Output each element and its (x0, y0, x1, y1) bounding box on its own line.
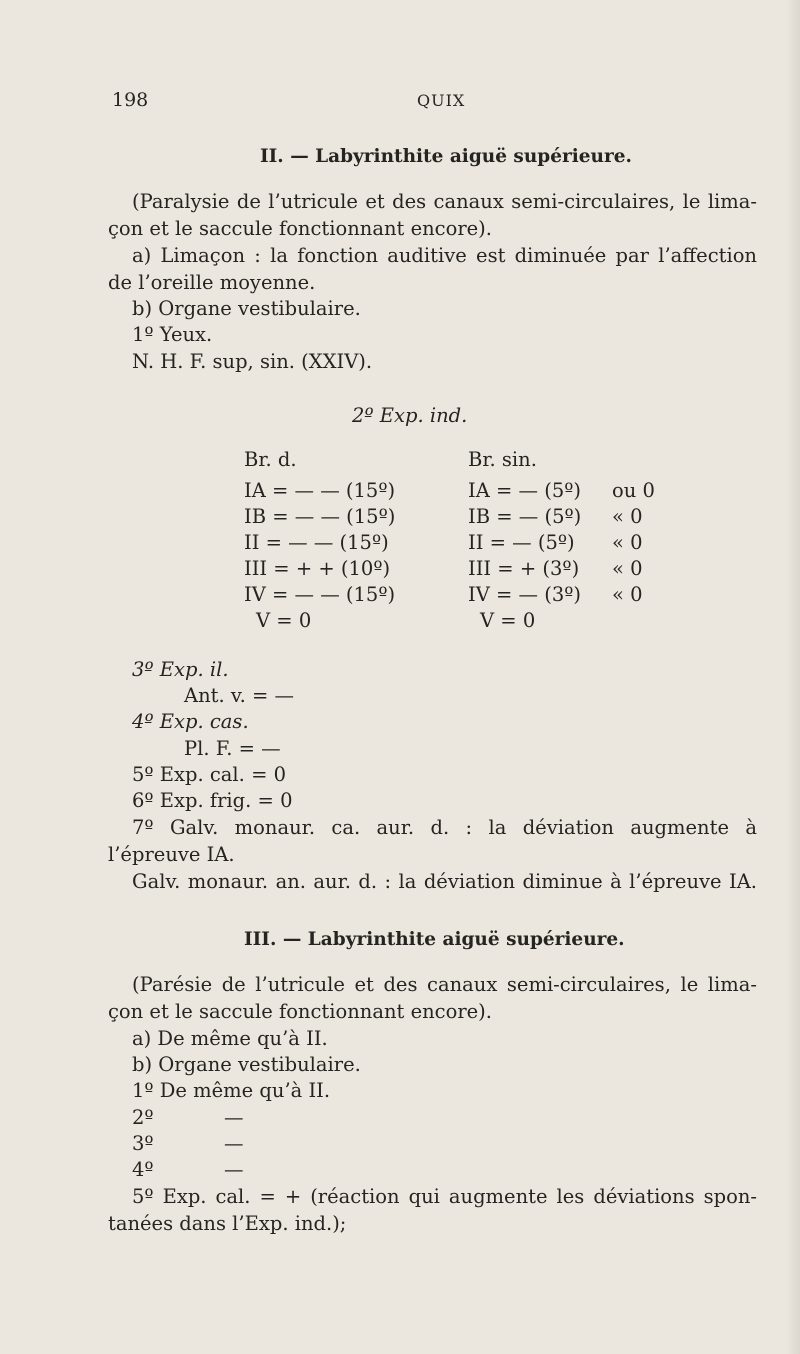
table-right-suffix: « 0 (612, 505, 643, 528)
section-2-nhf: N. H. F. sup, sin. (XXIV). (132, 350, 373, 373)
table-right-row: III = + (3º) (468, 557, 580, 580)
table-right-suffix: « 0 (612, 531, 643, 554)
table-right-row: V = 0 (480, 609, 536, 632)
table-left-row: II = — — (15º) (244, 531, 389, 554)
section-3-intro-line-1: (Parésie de l’utricule et des canaux semi-circulaires, le lima- (132, 973, 757, 996)
table-right-suffix: « 0 (612, 583, 643, 606)
exp-ind-label: 2º Exp. ind. (352, 404, 468, 427)
table-left-row: III = + + (10º) (244, 557, 391, 580)
page-edge-shadow (786, 0, 800, 1354)
table-right-row: IV = — (3º) (468, 583, 582, 606)
section-2-a-line-1: a) Limaçon : la fonction auditive est diminuée par l’affection (132, 244, 757, 267)
table-right-row: II = — (5º) (468, 531, 575, 554)
section-2-heading: II. — Labyrinthite aiguë supérieure. (260, 146, 632, 167)
section-2-eyes: 1º Yeux. (132, 323, 213, 346)
table-left-row: IB = — — (15º) (244, 505, 396, 528)
section-2-a-line-2: de l’oreille moyenne. (108, 271, 316, 294)
section-2-intro-line-2: çon et le saccule fonctionnant encore). (108, 217, 492, 240)
section-3-heading: III. — Labyrinthite aiguë supérieure. (244, 929, 625, 950)
table-left-row: IA = — — (15º) (244, 479, 396, 502)
page-number: 198 (112, 89, 149, 111)
section-3-b-line: b) Organe vestibulaire. (132, 1053, 361, 1076)
ditto-number: 4º (132, 1158, 154, 1181)
exp-cas-label: 4º Exp. cas. (132, 710, 249, 733)
galv-line-1: 7º Galv. monaur. ca. aur. d. : la déviation augmente à (132, 816, 757, 839)
table-left-header: Br. d. (244, 448, 297, 471)
section-3-intro-line-2: çon et le saccule fonctionnant encore). (108, 1000, 492, 1023)
table-right-suffix: ou 0 (612, 479, 655, 502)
table-right-row: IB = — (5º) (468, 505, 582, 528)
table-right-suffix: « 0 (612, 557, 643, 580)
ditto-mark: — (224, 1106, 244, 1129)
exp-frig-line: 6º Exp. frig. = 0 (132, 789, 293, 812)
section-3-a-line: a) De même qu’à II. (132, 1027, 328, 1050)
table-left-row: IV = — — (15º) (244, 583, 396, 606)
ditto-number: 2º (132, 1106, 154, 1129)
ditto-mark: — (224, 1132, 244, 1155)
table-right-header: Br. sin. (468, 448, 537, 471)
galv-line-2: l’épreuve IA. (108, 843, 235, 866)
table-left-row: V = 0 (256, 609, 312, 632)
section-3-item-1: 1º De même qu’à II. (132, 1079, 331, 1102)
section-2-b-line: b) Organe vestibulaire. (132, 297, 361, 320)
table-right-row: IA = — (5º) (468, 479, 582, 502)
section-2-intro-line-1: (Paralysie de l’utricule et des canaux semi-circulaires, le lima- (132, 190, 757, 213)
exp-cal-line: 5º Exp. cal. = 0 (132, 763, 287, 786)
galv-an-line: Galv. monaur. an. aur. d. : la déviation diminue à l’épreuve IA. (132, 870, 757, 893)
section-3-cal-line-1: 5º Exp. cal. = + (réaction qui augmente les déviations spon- (132, 1185, 757, 1208)
ditto-number: 3º (132, 1132, 154, 1155)
ditto-mark: — (224, 1158, 244, 1181)
exp-il-label: 3º Exp. il. (132, 658, 229, 681)
pl-f-line: Pl. F. = — (184, 737, 281, 760)
running-title: QUIX (417, 91, 466, 110)
section-3-cal-line-2: tanées dans l’Exp. ind.); (108, 1212, 347, 1235)
ant-v-line: Ant. v. = — (184, 684, 295, 707)
